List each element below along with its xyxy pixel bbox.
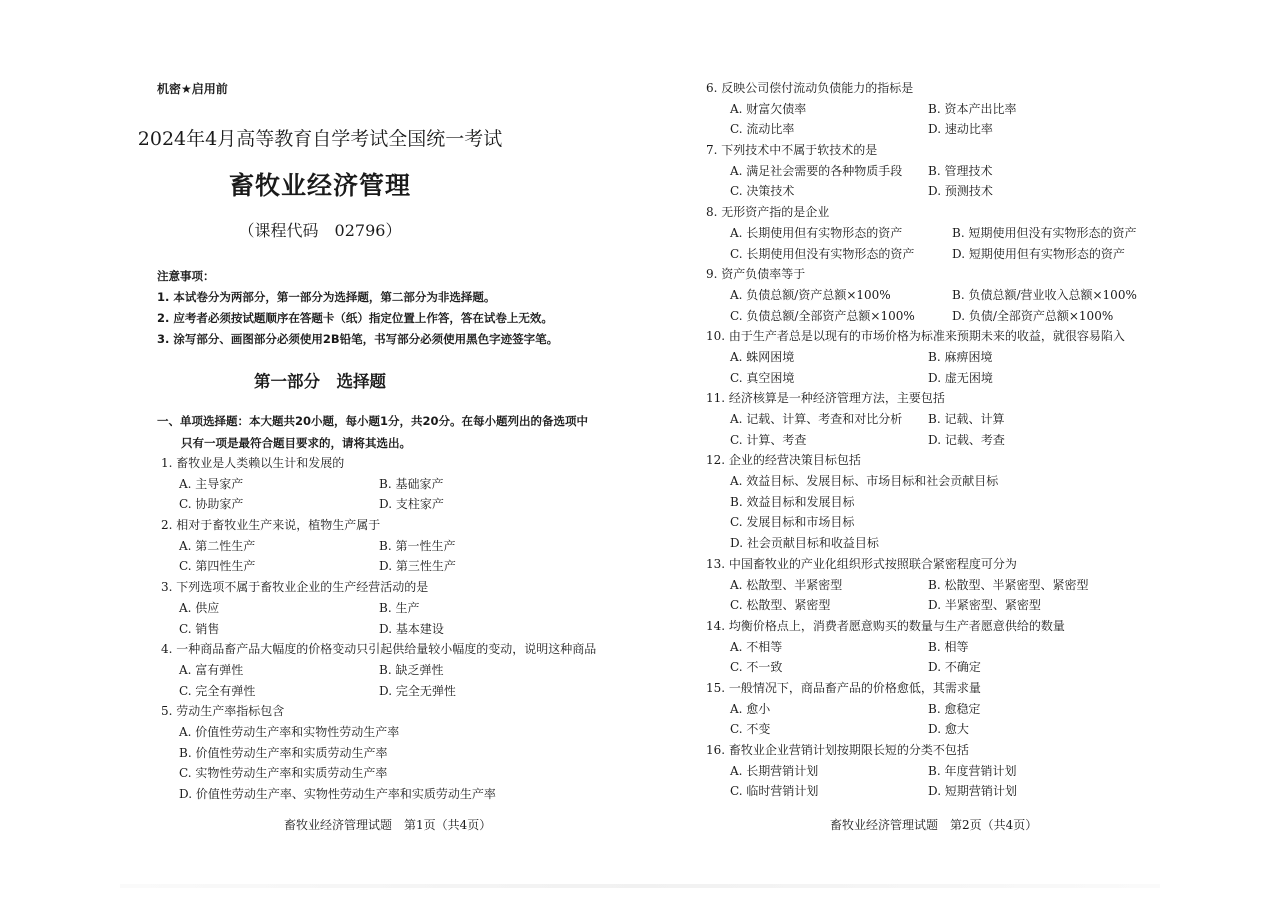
option: D. 记载、考查 — [928, 432, 1005, 447]
option: C. 松散型、紧密型 — [730, 598, 831, 613]
question-list — [161, 453, 631, 805]
option: D. 短期营销计划 — [928, 784, 1017, 799]
option: B. 松散型、半紧密型、紧密型 — [928, 577, 1089, 592]
option: C. 第四性生产 — [179, 559, 256, 574]
option: B. 年度营销计划 — [928, 763, 1017, 778]
course-code: （课程代码 02796） — [238, 221, 402, 240]
option: B. 缺乏弹性 — [379, 662, 444, 677]
option-row — [706, 781, 1176, 802]
option-row — [706, 430, 1176, 451]
option: B. 效益目标和发展目标 — [730, 494, 855, 509]
option: A. 不相等 — [730, 639, 783, 654]
option-row — [706, 699, 1176, 720]
question-stem: 1. 畜牧业是人类赖以生计和发展的 — [161, 456, 345, 470]
confidential-label: 机密★启用前 — [157, 82, 228, 96]
question-stem: 5. 劳动生产率指标包含 — [161, 704, 285, 719]
option-row — [706, 161, 1176, 182]
page-footer: 畜牧业经济管理试题 第2页（共4页） — [830, 818, 1038, 832]
option-row — [161, 660, 631, 681]
option: D. 半紧密型、紧密型 — [928, 598, 1041, 613]
question-stem: 3. 下列选项不属于畜牧业企业的生产经营活动的是 — [161, 580, 429, 595]
option: A. 供应 — [179, 600, 220, 615]
option-row — [706, 575, 1176, 596]
option: A. 长期营销计划 — [730, 763, 819, 778]
option-row — [706, 285, 1176, 306]
option-row — [706, 244, 1176, 265]
option: A. 长期使用但有实物形态的资产 — [730, 225, 903, 240]
option: D. 社会贡献目标和收益目标 — [730, 536, 879, 551]
option: C. 协助家产 — [179, 497, 244, 512]
option: B. 负债总额/营业收入总额×100% — [952, 287, 1137, 302]
option: C. 真空困境 — [730, 370, 795, 385]
option-row — [706, 119, 1176, 140]
option-row — [706, 347, 1176, 368]
exam-title: 2024年4月高等教育自学考试全国统一考试 — [137, 128, 503, 150]
scan-shadow — [120, 884, 1160, 888]
option: C. 计算、考查 — [730, 432, 807, 447]
question-stem: 10. 由于生产者总是以现有的市场价格为标准来预期未来的收益，就很容易陷入 — [706, 329, 1125, 344]
option: B. 生产 — [379, 600, 420, 615]
option-row — [706, 99, 1176, 120]
option-row — [706, 223, 1176, 244]
option: D. 虚无困境 — [928, 370, 993, 385]
option-row — [161, 681, 631, 702]
option: A. 蛛网困境 — [730, 349, 795, 364]
question-stem: 11. 经济核算是一种经济管理方法，主要包括 — [706, 391, 945, 406]
option-row — [706, 761, 1176, 782]
option-row — [706, 181, 1176, 202]
subject-title: 畜牧业经济管理 — [228, 171, 411, 200]
option: D. 支柱家产 — [379, 497, 444, 512]
option: C. 长期使用但没有实物形态的资产 — [730, 246, 915, 261]
option: D. 负债/全部资产总额×100% — [952, 308, 1114, 323]
option-row — [161, 556, 631, 577]
option: C. 发展目标和市场目标 — [730, 515, 855, 530]
question-list — [706, 78, 1176, 802]
option-row — [706, 512, 1176, 533]
question-stem: 7. 下列技术中不属于软技术的是 — [706, 143, 878, 158]
question-stem: 9. 资产负债率等于 — [706, 267, 806, 282]
notes-title: 注意事项： — [157, 269, 215, 283]
option: B. 记载、计算 — [928, 412, 1005, 426]
option: B. 管理技术 — [928, 163, 993, 178]
notes-section — [157, 266, 617, 350]
option: A. 记载、计算、考查和对比分析 — [730, 412, 903, 426]
option: B. 相等 — [928, 639, 969, 654]
option: A. 富有弹性 — [179, 662, 244, 677]
option: D. 预测技术 — [928, 184, 993, 199]
option: C. 临时营销计划 — [730, 784, 819, 799]
option: D. 愈大 — [928, 722, 969, 737]
option: D. 速动比率 — [928, 122, 993, 137]
option-row — [161, 474, 631, 495]
question-stem: 6. 反映公司偿付流动负债能力的指标是 — [706, 81, 914, 95]
note-item: 1. 本试卷分为两部分，第一部分为选择题，第二部分为非选择题。 — [157, 290, 496, 304]
option: C. 销售 — [179, 621, 220, 636]
option: A. 效益目标、发展目标、市场目标和社会贡献目标 — [730, 474, 999, 489]
option-row — [161, 494, 631, 515]
option: A. 价值性劳动生产率和实物性劳动生产率 — [179, 724, 400, 739]
option-row — [161, 743, 631, 764]
section-heading — [157, 410, 632, 454]
option-row — [706, 368, 1176, 389]
option: A. 财富欠债率 — [730, 101, 807, 116]
option: C. 流动比率 — [730, 122, 795, 137]
option: A. 主导家产 — [179, 476, 244, 491]
option: A. 第二性生产 — [179, 538, 256, 553]
section-heading-line: 只有一项是最符合题目要求的，请将其选出。 — [181, 436, 411, 450]
option: B. 愈稳定 — [928, 701, 981, 716]
option: A. 满足社会需要的各种物质手段 — [730, 163, 903, 178]
question-stem: 12. 企业的经营决策目标包括 — [706, 453, 861, 468]
option: D. 基本建设 — [379, 621, 444, 636]
option-row — [706, 471, 1176, 492]
option: C. 实物性劳动生产率和实质劳动生产率 — [179, 766, 388, 781]
option: C. 决策技术 — [730, 184, 795, 199]
option-row — [161, 619, 631, 640]
question-stem: 14. 均衡价格点上，消费者愿意购买的数量与生产者愿意供给的数量 — [706, 618, 1065, 633]
option: C. 不变 — [730, 722, 771, 737]
option: A. 愈小 — [730, 701, 771, 716]
option-row — [706, 595, 1176, 616]
option: C. 完全有弹性 — [179, 683, 256, 698]
option-row — [706, 492, 1176, 513]
option: C. 负债总额/全部资产总额×100% — [730, 308, 915, 323]
section-heading-line: 一、单项选择题：本大题共20小题，每小题1分，共20分。在每小题列出的备选项中 — [157, 414, 589, 428]
option: C. 不一致 — [730, 660, 783, 675]
option-row — [161, 763, 631, 784]
question-stem: 2. 相对于畜牧业生产来说，植物生产属于 — [161, 518, 381, 533]
page-footer: 畜牧业经济管理试题 第1页（共4页） — [284, 818, 492, 832]
option: A. 松散型、半紧密型 — [730, 577, 843, 592]
option: B. 麻痹困境 — [928, 349, 993, 364]
option: B. 短期使用但没有实物形态的资产 — [952, 225, 1137, 240]
note-item: 2. 应考者必须按试题顺序在答题卡（纸）指定位置上作答，答在试卷上无效。 — [157, 311, 553, 325]
option: B. 资本产出比率 — [928, 101, 1017, 116]
question-stem: 4. 一种商品畜产品大幅度的价格变动只引起供给量较小幅度的变动，说明这种商品 — [161, 642, 597, 657]
option-row — [706, 409, 1176, 430]
option-row — [706, 637, 1176, 658]
option-row — [161, 784, 631, 805]
question-stem: 13. 中国畜牧业的产业化组织形式按照联合紧密程度可分为 — [706, 556, 1017, 571]
option: B. 价值性劳动生产率和实质劳动生产率 — [179, 745, 388, 760]
option: B. 基础家产 — [379, 476, 444, 491]
question-stem: 15. 一般情况下，商品畜产品的价格愈低，其需求量 — [706, 680, 981, 695]
option: D. 短期使用但有实物形态的资产 — [952, 246, 1125, 261]
option-row — [706, 657, 1176, 678]
option-row — [161, 598, 631, 619]
option-row — [161, 536, 631, 557]
note-item: 3. 涂写部分、画图部分必须使用2B铅笔，书写部分必须使用黑色字迹签字笔。 — [157, 332, 559, 346]
option-row — [706, 719, 1176, 740]
option: D. 第三性生产 — [379, 559, 456, 574]
option-row — [706, 533, 1176, 554]
question-stem: 8. 无形资产指的是企业 — [706, 205, 830, 220]
option: B. 第一性生产 — [379, 538, 456, 553]
option-row — [706, 306, 1176, 327]
option: A. 负债总额/资产总额×100% — [730, 287, 891, 302]
question-stem: 16. 畜牧业企业营销计划按期限长短的分类不包括 — [706, 743, 969, 757]
option-row — [161, 722, 631, 743]
part-title: 第一部分 选择题 — [254, 372, 386, 391]
option: D. 完全无弹性 — [379, 683, 456, 698]
option: D. 价值性劳动生产率、实物性劳动生产率和实质劳动生产率 — [179, 787, 496, 801]
option: D. 不确定 — [928, 660, 981, 675]
